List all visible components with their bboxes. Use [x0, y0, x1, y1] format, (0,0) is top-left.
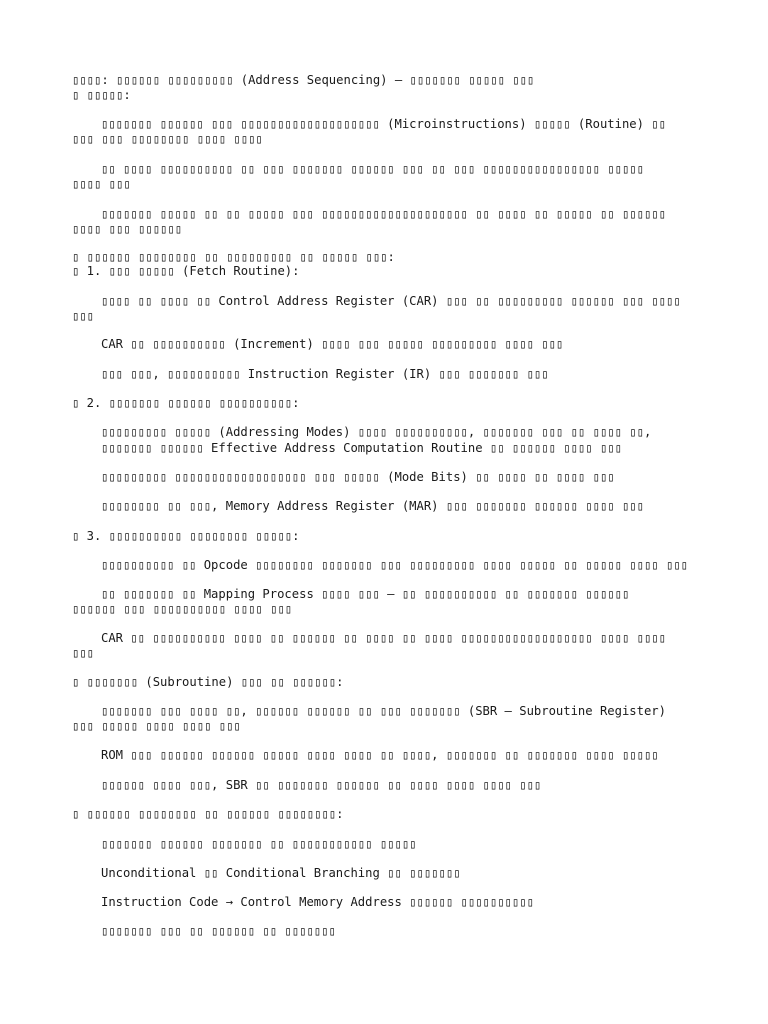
step-3-paragraph-3-line-2: ▯▯▯ — [72, 646, 95, 660]
step-3-paragraph-2-line-1: ▯▯ ▯▯▯▯▯▯▯ ▯▯ Mapping Process ▯▯▯▯ ▯▯▯ – ▯▯ ▯▯▯▯▯▯▯▯▯▯ ▯▯ ▯▯▯▯▯▯▯ ▯▯▯▯▯▯ — [101, 587, 630, 601]
summary-item-1: ▯▯▯▯▯▯▯ ▯▯▯▯▯▯ ▯▯▯▯▯▯▯ ▯▯ ▯▯▯▯▯▯▯▯▯▯▯ ▯▯▯▯▯ — [101, 837, 417, 851]
intro-paragraph-3-line-1: ▯▯▯▯▯▯▯ ▯▯▯▯▯ ▯▯ ▯▯ ▯▯▯▯▯ ▯▯▯ ▯▯▯▯▯▯▯▯▯▯▯▯▯▯▯▯▯▯▯▯ ▯▯ ▯▯▯▯ ▯▯ ▯▯▯▯▯ ▯▯ ▯▯▯▯▯▯ — [101, 207, 666, 221]
intro-paragraph-1-line-2: ▯▯▯ ▯▯▯ ▯▯▯▯▯▯▯▯ ▯▯▯▯ ▯▯▯▯ — [72, 132, 263, 146]
summary-item-2: Unconditional ▯▯ Conditional Branching ▯▯ ▯▯▯▯▯▯▯ — [101, 866, 461, 880]
summary-heading: ▯ ▯▯▯▯▯▯ ▯▯▯▯▯▯▯▯ ▯▯ ▯▯▯▯▯▯ ▯▯▯▯▯▯▯▯: — [72, 807, 344, 821]
step-3-paragraph-1: ▯▯▯▯▯▯▯▯▯▯ ▯▯ Opcode ▯▯▯▯▯▯▯▯ ▯▯▯▯▯▯▯ ▯▯▯ ▯▯▯▯▯▯▯▯▯ ▯▯▯▯ ▯▯▯▯▯ ▯▯ ▯▯▯▯▯ ▯▯▯▯ ▯▯▯ — [101, 558, 688, 572]
title-line-1: ▯▯▯▯: ▯▯▯▯▯▯ ▯▯▯▯▯▯▯▯▯ (Address Sequencing) — ▯▯▯▯▯▯▯ ▯▯▯▯▯ ▯▯▯ — [72, 73, 535, 87]
subroutine-paragraph-1-line-2: ▯▯▯ ▯▯▯▯▯ ▯▯▯▯ ▯▯▯▯ ▯▯▯ — [72, 719, 241, 733]
step-2-paragraph-2: ▯▯▯▯▯▯▯▯▯ ▯▯▯▯▯▯▯▯▯▯▯▯▯▯▯▯▯▯ ▯▯▯ ▯▯▯▯▯ (Mode Bits) ▯▯ ▯▯▯▯ ▯▯ ▯▯▯▯ ▯▯▯ — [101, 470, 615, 484]
steps-heading: ▯ ▯▯▯▯▯▯ ▯▯▯▯▯▯▯▯ ▯▯ ▯▯▯▯▯▯▯▯▯ ▯▯ ▯▯▯▯▯ ▯▯▯: — [72, 250, 395, 264]
step-2-paragraph-3: ▯▯▯▯▯▯▯▯ ▯▯ ▯▯▯, Memory Address Register (MAR) ▯▯▯ ▯▯▯▯▯▯▯ ▯▯▯▯▯▯ ▯▯▯▯ ▯▯▯ — [101, 499, 644, 513]
step-2-paragraph-1-line-1: ▯▯▯▯▯▯▯▯▯ ▯▯▯▯▯ (Addressing Modes) ▯▯▯▯ ▯▯▯▯▯▯▯▯▯▯, ▯▯▯▯▯▯▯ ▯▯▯ ▯▯ ▯▯▯▯ ▯▯, — [101, 425, 652, 439]
subroutine-paragraph-2: ROM ▯▯▯ ▯▯▯▯▯▯ ▯▯▯▯▯▯ ▯▯▯▯▯ ▯▯▯▯ ▯▯▯▯ ▯▯ ▯▯▯▯, ▯▯▯▯▯▯▯ ▯▯ ▯▯▯▯▯▯▯ ▯▯▯▯ ▯▯▯▯▯ — [101, 748, 659, 762]
subroutine-paragraph-3: ▯▯▯▯▯▯ ▯▯▯▯ ▯▯▯, SBR ▯▯ ▯▯▯▯▯▯▯ ▯▯▯▯▯▯ ▯▯ ▯▯▯▯ ▯▯▯▯ ▯▯▯▯ ▯▯▯ — [101, 778, 542, 792]
step-3-paragraph-3-line-1: CAR ▯▯ ▯▯▯▯▯▯▯▯▯▯ ▯▯▯▯ ▯▯ ▯▯▯▯▯▯ ▯▯ ▯▯▯▯ ▯▯ ▯▯▯▯ ▯▯▯▯▯▯▯▯▯▯▯▯▯▯▯▯▯▯ ▯▯▯▯ ▯▯▯▯ — [101, 631, 666, 645]
intro-paragraph-2-line-1: ▯▯ ▯▯▯▯ ▯▯▯▯▯▯▯▯▯▯ ▯▯ ▯▯▯ ▯▯▯▯▯▯▯ ▯▯▯▯▯▯ ▯▯▯ ▯▯ ▯▯▯ ▯▯▯▯▯▯▯▯▯▯▯▯▯▯▯▯ ▯▯▯▯▯ — [101, 162, 644, 176]
intro-paragraph-3-line-2: ▯▯▯▯ ▯▯▯ ▯▯▯▯▯▯ — [72, 222, 183, 236]
step-3-paragraph-2-line-2: ▯▯▯▯▯▯ ▯▯▯ ▯▯▯▯▯▯▯▯▯▯ ▯▯▯▯ ▯▯▯ — [72, 602, 293, 616]
intro-paragraph-1-line-1: ▯▯▯▯▯▯▯ ▯▯▯▯▯▯ ▯▯▯ ▯▯▯▯▯▯▯▯▯▯▯▯▯▯▯▯▯▯▯ (Microinstructions) ▯▯▯▯▯ (Routine) ▯▯ — [101, 117, 666, 131]
intro-paragraph-2-line-2: ▯▯▯▯ ▯▯▯ — [72, 177, 131, 191]
step-1-paragraph-3: ▯▯▯ ▯▯▯, ▯▯▯▯▯▯▯▯▯▯ Instruction Register (IR) ▯▯▯ ▯▯▯▯▯▯▯ ▯▯▯ — [101, 367, 549, 381]
step-1-paragraph-1-line-1: ▯▯▯▯ ▯▯ ▯▯▯▯ ▯▯ Control Address Register (CAR) ▯▯▯ ▯▯ ▯▯▯▯▯▯▯▯▯ ▯▯▯▯▯▯ ▯▯▯ ▯▯▯▯ — [101, 294, 681, 308]
summary-item-4: ▯▯▯▯▯▯▯ ▯▯▯ ▯▯ ▯▯▯▯▯▯ ▯▯ ▯▯▯▯▯▯▯ — [101, 924, 336, 938]
step-1-heading: ▯ 1. ▯▯▯ ▯▯▯▯▯ (Fetch Routine): — [72, 264, 300, 278]
step-1-paragraph-2: CAR ▯▯ ▯▯▯▯▯▯▯▯▯▯ (Increment) ▯▯▯▯ ▯▯▯ ▯▯▯▯▯ ▯▯▯▯▯▯▯▯▯ ▯▯▯▯ ▯▯▯ — [101, 337, 564, 351]
step-3-heading: ▯ 3. ▯▯▯▯▯▯▯▯▯▯ ▯▯▯▯▯▯▯▯ ▯▯▯▯▯: — [72, 529, 300, 543]
summary-item-3: Instruction Code → Control Memory Address ▯▯▯▯▯▯ ▯▯▯▯▯▯▯▯▯▯ — [101, 895, 534, 909]
step-2-heading: ▯ 2. ▯▯▯▯▯▯▯ ▯▯▯▯▯▯ ▯▯▯▯▯▯▯▯▯▯: — [72, 396, 300, 410]
subroutine-heading: ▯ ▯▯▯▯▯▯▯ (Subroutine) ▯▯▯ ▯▯ ▯▯▯▯▯▯: — [72, 675, 344, 689]
step-2-paragraph-1-line-2: ▯▯▯▯▯▯▯ ▯▯▯▯▯▯ Effective Address Computation Routine ▯▯ ▯▯▯▯▯▯ ▯▯▯▯ ▯▯▯ — [101, 441, 622, 455]
step-1-paragraph-1-line-2: ▯▯▯ — [72, 309, 95, 323]
title-line-2: ▯ ▯▯▯▯▯: — [72, 88, 131, 102]
subroutine-paragraph-1-line-1: ▯▯▯▯▯▯▯ ▯▯▯ ▯▯▯▯ ▯▯, ▯▯▯▯▯▯ ▯▯▯▯▯▯ ▯▯ ▯▯▯ ▯▯▯▯▯▯▯ (SBR – Subroutine Register) — [101, 704, 666, 718]
